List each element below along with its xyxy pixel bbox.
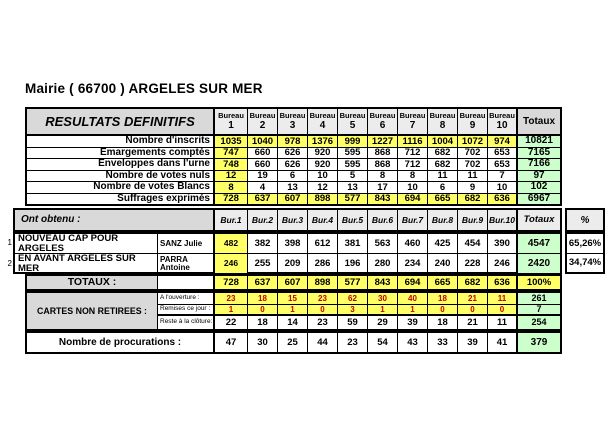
candidate-row-parra xyxy=(15,254,560,273)
candidate-total: 4547 xyxy=(518,234,560,253)
bureau-value-cell: 22 xyxy=(215,316,248,329)
bureau-value-cell: 682 xyxy=(428,159,458,170)
row-label: Suffrages exprimés xyxy=(27,194,215,205)
cards-total: 254 xyxy=(518,316,560,329)
bureau-value-cell: 246 xyxy=(488,254,518,273)
bureau-value-cell: 39 xyxy=(458,333,488,352)
bureau-values xyxy=(215,136,518,147)
bureau-value-cell: 255 xyxy=(248,254,278,273)
cards-total: 7 xyxy=(518,305,560,314)
bureau-value-cell: 228 xyxy=(458,254,488,273)
bureau-value-cell: 280 xyxy=(368,254,398,273)
totaux-header-2: Totaux xyxy=(518,210,560,230)
bur-header-cell: Bur.8 xyxy=(428,210,458,230)
bureau-value-cell: 4 xyxy=(248,182,278,193)
candidate-values xyxy=(215,254,518,273)
bureau-value-cell: 665 xyxy=(428,276,458,289)
candidate-number: 1 xyxy=(7,238,12,247)
bureau-value-cell: 11 xyxy=(458,171,488,182)
bureau-value-cell: 398 xyxy=(278,234,308,253)
bureau-value-cell: 30 xyxy=(248,333,278,352)
bureau-value-cell: 577 xyxy=(338,194,368,205)
procurations-total: 379 xyxy=(518,333,560,352)
cards-label: CARTES NON RETIREES : xyxy=(27,293,158,329)
candidate-list-name: NOUVEAU CAP POUR ARGELES xyxy=(15,234,158,253)
stats-header-row xyxy=(27,109,560,136)
bureau-value-cell: 920 xyxy=(308,148,338,159)
bureau-value-cell: 1 xyxy=(215,305,248,314)
bureau-value-cell: 607 xyxy=(278,276,308,289)
bureau-value-cell: 6 xyxy=(428,182,458,193)
ont-obtenu-label: Ont obtenu : xyxy=(15,210,215,230)
bureau-value-cell: 974 xyxy=(488,136,518,147)
bureau-value-cell: 23 xyxy=(308,316,338,329)
bureau-value-cell: 425 xyxy=(428,234,458,253)
bureau-value-cell: 653 xyxy=(488,148,518,159)
bureau-value-cell: 21 xyxy=(458,316,488,329)
bureau-value-cell: 3 xyxy=(338,305,368,314)
row-label: Emargements comptés xyxy=(27,148,215,159)
bureau-value-cell: 653 xyxy=(488,159,518,170)
cards-section xyxy=(25,291,562,331)
bureau-value-cell: 978 xyxy=(278,136,308,147)
bur-header-cell: Bur.7 xyxy=(398,210,428,230)
bureau-value-cell: 1 xyxy=(278,305,308,314)
bureau-value-cell: 23 xyxy=(338,333,368,352)
bureau-value-cell: 612 xyxy=(308,234,338,253)
bureau-value-cell: 1004 xyxy=(428,136,458,147)
bureau-value-cell: 665 xyxy=(428,194,458,205)
bureau-value-cell: 843 xyxy=(368,194,398,205)
bureau-value-cell: 607 xyxy=(278,194,308,205)
bureau-header-cell: Bureau 9 xyxy=(458,109,488,134)
bureau-header-cell: Bureau 5 xyxy=(338,109,368,134)
row-total: 6967 xyxy=(518,194,560,205)
procurations-label: Nombre de procurations : xyxy=(27,333,215,352)
candidate-person-name: SANZ Julie xyxy=(158,234,215,253)
bureau-value-cell: 11 xyxy=(428,171,458,182)
bureau-value-cell: 10 xyxy=(488,182,518,193)
bur-header-cell: Bur.9 xyxy=(458,210,488,230)
bureau-value-cell: 595 xyxy=(338,159,368,170)
candidate-values xyxy=(215,234,518,253)
bur-header-cells xyxy=(215,210,518,230)
table-row-inscrits xyxy=(27,136,560,148)
bureau-value-cell: 637 xyxy=(248,276,278,289)
bureau-value-cell: 54 xyxy=(368,333,398,352)
bureau-value-cell: 563 xyxy=(368,234,398,253)
procurations-values xyxy=(215,333,518,352)
table-row-suffrages xyxy=(27,194,560,205)
bureau-value-cell: 898 xyxy=(308,276,338,289)
totaux-label: TOTAUX : xyxy=(27,276,158,289)
row-label: Enveloppes dans l'urne xyxy=(27,159,215,170)
bureau-value-cell: 636 xyxy=(488,194,518,205)
totaux-header: Totaux xyxy=(518,109,560,134)
cards-row-ouverture xyxy=(158,293,560,305)
bureau-value-cell: 682 xyxy=(428,148,458,159)
bureau-value-cell: 748 xyxy=(215,159,248,170)
bureau-value-cell: 13 xyxy=(338,182,368,193)
bureau-value-cell: 1040 xyxy=(248,136,278,147)
bureau-value-cell: 381 xyxy=(338,234,368,253)
bureau-value-cell: 7 xyxy=(488,171,518,182)
bureau-values xyxy=(215,148,518,159)
candidate-total: 2420 xyxy=(518,254,560,273)
bureau-header-cell: Bureau 2 xyxy=(248,109,278,134)
bureau-value-cell: 390 xyxy=(488,234,518,253)
row-label: Nombre de votes nuls xyxy=(27,171,215,182)
bureau-value-cell: 59 xyxy=(338,316,368,329)
cards-values xyxy=(215,316,518,329)
bureau-value-cell: 0 xyxy=(248,305,278,314)
bur-header-cell: Bur.5 xyxy=(338,210,368,230)
row-label: Nombre de votes Blancs xyxy=(27,182,215,193)
bureau-value-cell: 209 xyxy=(278,254,308,273)
row-total: 102 xyxy=(518,182,560,193)
bureau-value-cell: 682 xyxy=(458,194,488,205)
bureau-value-cell: 454 xyxy=(458,234,488,253)
bureau-header-cell: Bureau 1 xyxy=(215,109,248,134)
empty-cell xyxy=(158,276,215,289)
bureau-value-cell: 660 xyxy=(248,159,278,170)
bureau-header-cell: Bureau 6 xyxy=(368,109,398,134)
bureau-value-cell: 18 xyxy=(248,293,278,304)
bureau-value-cell: 8 xyxy=(398,171,428,182)
candidate-number: 2 xyxy=(7,259,12,268)
bureau-value-cell: 15 xyxy=(278,293,308,304)
bureau-value-cell: 62 xyxy=(338,293,368,304)
bureau-value-cell: 12 xyxy=(308,182,338,193)
bureau-value-cell: 30 xyxy=(368,293,398,304)
bureau-value-cell: 14 xyxy=(278,316,308,329)
bureau-value-cell: 1035 xyxy=(215,136,248,147)
bureau-value-cell: 843 xyxy=(368,276,398,289)
bureau-value-cell: 234 xyxy=(398,254,428,273)
cards-row-remises xyxy=(158,305,560,316)
bureau-value-cell: 712 xyxy=(398,159,428,170)
percent-header: % xyxy=(565,208,605,232)
procurations-row xyxy=(25,331,562,354)
candidate-numbers xyxy=(2,232,12,274)
bureau-value-cell: 23 xyxy=(215,293,248,304)
bureau-value-cell: 8 xyxy=(368,171,398,182)
table-row-emargements xyxy=(27,148,560,160)
bureau-value-cell: 920 xyxy=(308,159,338,170)
bureau-value-cell: 5 xyxy=(338,171,368,182)
bureau-value-cell: 702 xyxy=(458,148,488,159)
bureau-value-cell: 43 xyxy=(398,333,428,352)
cards-sublabel: Reste à la clôture: xyxy=(158,316,215,329)
bur-header-cell: Bur.10 xyxy=(488,210,518,230)
table-row-nuls xyxy=(27,171,560,183)
stats-rows xyxy=(27,136,560,204)
bureau-value-cell: 25 xyxy=(278,333,308,352)
bureau-value-cell: 9 xyxy=(458,182,488,193)
bureau-value-cell: 0 xyxy=(488,305,518,314)
candidates-table xyxy=(13,232,562,274)
cards-row-cloture xyxy=(158,316,560,329)
bureau-value-cell: 12 xyxy=(215,171,248,182)
cards-values xyxy=(215,305,518,314)
bur-header-cell: Bur.4 xyxy=(308,210,338,230)
bureau-value-cell: 898 xyxy=(308,194,338,205)
bureau-value-cell: 0 xyxy=(308,305,338,314)
bureau-value-cell: 29 xyxy=(368,316,398,329)
bureau-value-cell: 286 xyxy=(308,254,338,273)
bureau-value-cell: 482 xyxy=(215,234,248,253)
page-title: Mairie ( 66700 ) ARGELES SUR MER xyxy=(25,81,263,96)
bureau-values xyxy=(215,171,518,182)
bureau-value-cell: 196 xyxy=(338,254,368,273)
bureau-value-cell: 728 xyxy=(215,194,248,205)
bureau-value-cell: 240 xyxy=(428,254,458,273)
ont-obtenu-header-row xyxy=(13,208,562,232)
bur-header-cell: Bur.3 xyxy=(278,210,308,230)
cards-total: 261 xyxy=(518,293,560,304)
bureau-value-cell: 21 xyxy=(458,293,488,304)
table-row-blancs xyxy=(27,182,560,194)
bureau-value-cell: 660 xyxy=(248,148,278,159)
bureau-value-cell: 19 xyxy=(248,171,278,182)
candidate-percent: 34,74% xyxy=(568,257,602,269)
bureau-value-cell: 868 xyxy=(368,159,398,170)
bureau-header-cell: Bureau 3 xyxy=(278,109,308,134)
bureau-header-cell: Bureau 10 xyxy=(488,109,518,134)
row-label: Nombre d'inscrits xyxy=(27,136,215,147)
bureau-value-cell: 747 xyxy=(215,148,248,159)
bureau-value-cell: 0 xyxy=(458,305,488,314)
bureau-value-cell: 595 xyxy=(338,148,368,159)
row-total: 7166 xyxy=(518,159,560,170)
bureau-value-cell: 1376 xyxy=(308,136,338,147)
bureau-values xyxy=(215,159,518,170)
bureau-header-cell: Bureau 4 xyxy=(308,109,338,134)
bureau-value-cell: 6 xyxy=(278,171,308,182)
bur-header-cell: Bur.6 xyxy=(368,210,398,230)
bureau-value-cell: 18 xyxy=(248,316,278,329)
bureau-value-cell: 33 xyxy=(428,333,458,352)
bureau-value-cell: 18 xyxy=(428,316,458,329)
bureau-value-cell: 246 xyxy=(215,254,248,273)
bureau-value-cell: 702 xyxy=(458,159,488,170)
bureau-value-cell: 1 xyxy=(398,305,428,314)
row-total: 10821 xyxy=(518,136,560,147)
bureau-value-cell: 18 xyxy=(428,293,458,304)
totaux-values xyxy=(215,276,518,289)
results-definitifs-header: RESULTATS DEFINITIFS xyxy=(27,109,215,134)
bureau-value-cell: 577 xyxy=(338,276,368,289)
row-total: 97 xyxy=(518,171,560,182)
bureau-value-cell: 1116 xyxy=(398,136,428,147)
bureau-value-cell: 460 xyxy=(398,234,428,253)
bureau-value-cell: 10 xyxy=(398,182,428,193)
bureau-value-cell: 626 xyxy=(278,159,308,170)
totaux-percent-total: 100% xyxy=(518,276,560,289)
bur-header-cell: Bur.1 xyxy=(215,210,248,230)
stats-table xyxy=(25,107,562,206)
bureau-value-cell: 11 xyxy=(488,316,518,329)
cards-sublabel: A l'ouverture : xyxy=(158,293,215,304)
bureau-value-cell: 694 xyxy=(398,194,428,205)
bureau-value-cell: 23 xyxy=(308,293,338,304)
bureau-value-cell: 868 xyxy=(368,148,398,159)
bureau-value-cell: 44 xyxy=(308,333,338,352)
bureau-value-cell: 999 xyxy=(338,136,368,147)
candidate-row-sanz xyxy=(15,234,560,254)
bureau-value-cell: 11 xyxy=(488,293,518,304)
bureau-value-cell: 728 xyxy=(215,276,248,289)
cards-values xyxy=(215,293,518,304)
bureau-value-cell: 382 xyxy=(248,234,278,253)
candidate-percent: 65,26% xyxy=(567,234,603,254)
bureau-value-cell: 41 xyxy=(488,333,518,352)
bureau-value-cell: 1072 xyxy=(458,136,488,147)
bureau-value-cell: 626 xyxy=(278,148,308,159)
bureau-header-cell: Bureau 8 xyxy=(428,109,458,134)
bureau-values xyxy=(215,194,518,205)
bureau-value-cell: 694 xyxy=(398,276,428,289)
bureau-header-cells xyxy=(215,109,518,134)
bureau-value-cell: 10 xyxy=(308,171,338,182)
bureau-values xyxy=(215,182,518,193)
bur-header-cell: Bur.2 xyxy=(248,210,278,230)
bureau-value-cell: 1 xyxy=(368,305,398,314)
bureau-value-cell: 712 xyxy=(398,148,428,159)
bureau-value-cell: 0 xyxy=(428,305,458,314)
bureau-value-cell: 39 xyxy=(398,316,428,329)
bureau-value-cell: 1227 xyxy=(368,136,398,147)
bureau-value-cell: 13 xyxy=(278,182,308,193)
bureau-value-cell: 40 xyxy=(398,293,428,304)
percent-values xyxy=(565,232,605,274)
bureau-value-cell: 636 xyxy=(488,276,518,289)
bureau-value-cell: 8 xyxy=(215,182,248,193)
bureau-value-cell: 682 xyxy=(458,276,488,289)
bureau-value-cell: 17 xyxy=(368,182,398,193)
row-total: 7165 xyxy=(518,148,560,159)
bureau-value-cell: 637 xyxy=(248,194,278,205)
totaux-row xyxy=(25,274,562,291)
cards-rows xyxy=(158,293,560,329)
cards-sublabel: Remises ce jour : xyxy=(158,305,215,314)
bureau-value-cell: 47 xyxy=(215,333,248,352)
candidate-list-name: EN AVANT ARGELES SUR MER xyxy=(15,254,158,273)
candidate-person-name: PARRA Antoine xyxy=(158,254,215,273)
table-row-enveloppes xyxy=(27,159,560,171)
bureau-header-cell: Bureau 7 xyxy=(398,109,428,134)
